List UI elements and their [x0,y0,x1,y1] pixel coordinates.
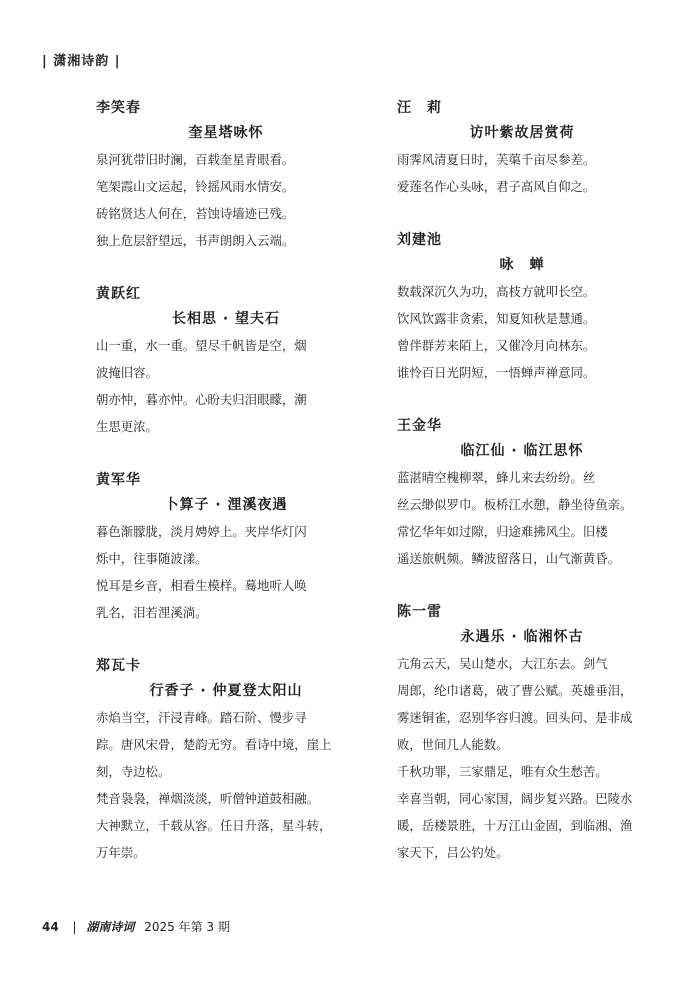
poem-title: 奎星塔咏怀 [188,125,264,141]
poem-line: 大神默立，千载从容。任日升落，星斗转， [96,818,332,833]
poem-title: 咏 蝉 [499,257,545,273]
magazine-name: 湖南诗词 [86,920,135,934]
poem-author: 王金华 [397,418,442,434]
poem-line: 饮风饮露非贪索，知夏知秋是慧通。 [397,311,596,326]
page-number: 44 [42,920,59,934]
poem-line: 遥送旅帆频。鳞波留落日，山气渐黄昏。 [397,551,621,566]
right-column [397,88,647,866]
poem-line: 泉河犹带旧时澜，百载奎星青眼看。 [96,152,295,167]
poem-line: 山一重，水一重。望尽千帆皆是空，烟 [96,338,307,353]
section-header: | 潇湘诗韵 | [42,54,121,69]
poem-line: 烁中，往事随波漾。 [96,551,208,566]
poem-line: 谁怜百日光阴短，一悟蝉声禅意同。 [397,365,596,380]
poem-line: 暮色渐朦胧，淡月娉婷上。夹岸华灯闪 [96,524,307,539]
poem [397,228,647,386]
poem [96,282,356,440]
poem-title: 访叶紫故居赏荷 [469,125,575,141]
poem-line: 雾迷铜雀，忍别华容归渡。回头问、是非成 [397,710,633,725]
poem-line: 砖铭贤达人何在，苔蚀诗墙迹已残。 [96,206,295,221]
poem-line: 常忆华年如过隙，归途难拂风尘。旧楼 [397,524,608,539]
poem-author: 郑瓦卡 [96,658,141,674]
poem-line: 丝云缈似罗巾。板桥江水憩，静坐待鱼亲。 [397,497,633,512]
poem-line: 数载深沉久为功，高枝方就叩长空。 [397,284,596,299]
poem-line: 蓝湛晴空槐柳翠，蜂儿来去纷纷。丝 [397,470,596,485]
poem [96,468,356,626]
poem-line: 悦耳是乡音，相看生模样。蓦地听人唤 [96,578,307,593]
poem-line: 家天下，吕公钓处。 [397,845,509,860]
poem-title: 行香子 · 仲夏登太阳山 [149,683,303,699]
poem-line: 刻，寺边松。 [96,764,171,779]
poem [397,600,647,866]
poem-line: 梵音袅袅，禅烟淡淡，听僧钟道鼓相融。 [96,791,320,806]
page-footer [42,918,230,935]
poem-author: 刘建池 [397,232,442,248]
poem-line: 万年崇。 [96,845,146,860]
poem-line: 踪。唐风宋骨，楚韵无穷。看诗中境，崖上 [96,737,332,752]
poem [96,654,356,866]
poem-line: 乳名，泪若浬溪淌。 [96,605,208,620]
poem-line: 朝亦忡，暮亦忡。心盼夫归泪眼矇，潮 [96,392,307,407]
poem [397,414,647,572]
poem-title: 临江仙 · 临江思怀 [460,443,584,459]
poem-line: 周郎，纶巾诸葛，破了曹公赋。英雄垂泪， [397,683,633,698]
poem-line: 赤焰当空，汗浸青峰。踏石阶、慢步寻 [96,710,307,725]
poem-title: 永遇乐 · 临湘怀古 [460,629,584,645]
poem-line: 波掩旧容。 [96,365,158,380]
poem-line: 生思更浓。 [96,419,158,434]
poem-line: 雨霁风清夏日时，芙蕖千亩尽参差。 [397,152,596,167]
poem-line: 爱莲名作心头咏，君子高风自仰之。 [397,179,596,194]
poem-line: 笔架霞山文运起，铃摇风雨水情安。 [96,179,295,194]
poem-line: 曾伴群芳来陌上，又催冷月向林东。 [397,338,596,353]
poem-title: 卜算子 · 浬溪夜遇 [164,497,288,513]
poem-author: 李笑春 [96,100,141,116]
poem-line: 暖，岳楼景胜，十万江山金固，到临湘、渔 [397,818,633,833]
poem-line: 独上危层舒望远，书声朗朗入云端。 [96,233,295,248]
poem-author: 黄军华 [96,472,141,488]
poem-line: 亢角云天，吴山楚水，大江东去。剑气 [397,656,608,671]
poem-line: 败，世间几人能数。 [397,737,509,752]
issue-label: 2025 年第 3 期 [144,920,230,934]
poem-line: 幸喜当朝，同心家国，阔步复兴路。巴陵水 [397,791,633,806]
poem-title: 长相思 · 望夫石 [171,311,281,327]
poem [96,96,356,254]
poem-author: 陈一雷 [397,604,442,620]
footer-divider: | [72,920,77,934]
poem-author: 黄跃红 [96,286,141,302]
poem-line: 千秋功罪，三家鼎足，唯有众生愁苦。 [397,764,608,779]
left-column [96,88,356,866]
poem-author: 汪 莉 [397,100,442,116]
poem [397,96,647,200]
